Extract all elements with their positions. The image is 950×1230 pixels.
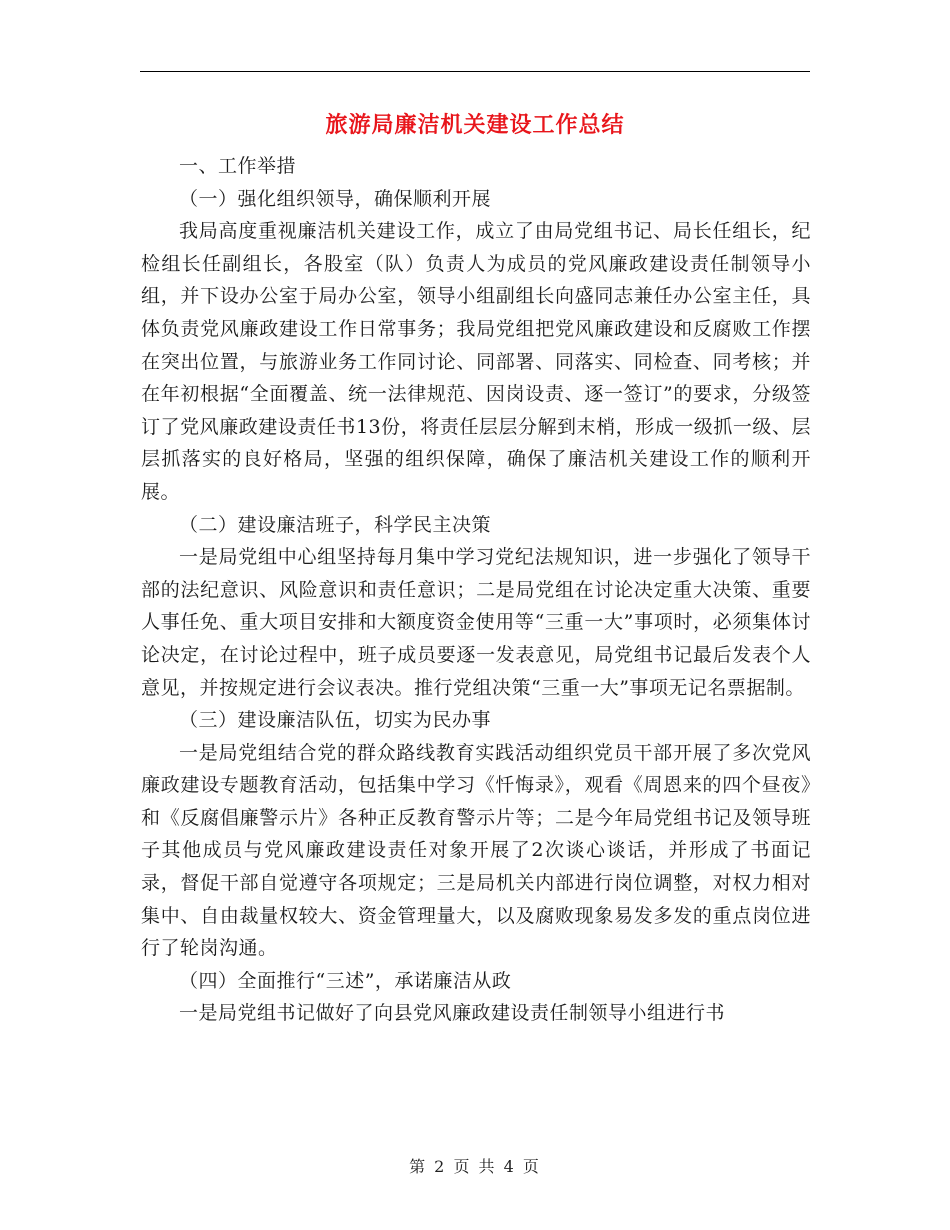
section-heading: 一、工作举措 [179, 155, 297, 177]
body-paragraph: 一是局党组中心组坚持每月集中学习党纪法规知识，进一步强化了领导干部的法纪意识、风险意识和责任意识；二是局党组在讨论决定重大决策、重要人事任免、重大项目安排和大额度资金使用等“三重一大”事项时，必须集体讨论决定，在讨论过程中，班子成员要逐一发表意见，局党组书记最后发表个人意见，并按规定进行会议表决。推行党组决策“三重一大”事项无记名票据制。 [141, 546, 811, 699]
body-paragraph: 一是局党组结合党的群众路线教育实践活动组织党员干部开展了多次党风廉政建设专题教育活动，包括集中学习《忏悔录》，观看《周恩来的四个昼夜》和《反腐倡廉警示片》各种正反教育警示片等；二是今年局党组书记及领导班子其他成员与党风廉政建设责任对象开展了2次谈心谈话，并形成了书面记录，督促干部自觉遵守各项规定；三是局机关内部进行岗位调整，对权力相对集中、自由裁量权较大、资金管理量大，以及腐败现象易发多发的重点岗位进行了轮岗沟通。 [141, 741, 811, 960]
subsection-heading: （三）建设廉洁队伍，切实为民办事 [179, 709, 492, 732]
subsection-heading: （一）强化组织领导，确保顺利开展 [179, 187, 492, 210]
subsection-heading: （二）建设廉洁班子，科学民主决策 [179, 513, 492, 536]
document-body [141, 150, 811, 1030]
body-paragraph: 一是局党组书记做好了向县党风廉政建设责任制领导小组进行书 [179, 1002, 726, 1025]
body-paragraph: 我局高度重视廉洁机关建设工作，成立了由局党组书记、局长任组长，纪检组长任副组长，各股室（队）负责人为成员的党风廉政建设责任制领导小组，并下设办公室于局办公室，领导小组副组长向盛同志兼任办公室主任，具体负责党风廉政建设工作日常事务；我局党组把党风廉政建设和反腐败工作摆在突出位置，与旅游业务工作同讨论、同部署、同落实、同检查、同考核；并在年初根据“全面覆盖、统一法律规范、因岗设责、逐一签订”的要求，分级签订了党风廉政建设责任书13份，将责任层层分解到末梢，形成一级抓一级、层层抓落实的良好格局，坚强的组织保障，确保了廉洁机关建设工作的顺利开展。 [141, 220, 811, 503]
header-rule [140, 71, 810, 72]
page-number: 第 2 页 共 4 页 [409, 1157, 541, 1176]
subsection-heading: （四）全面推行“三述”，承诺廉洁从政 [179, 969, 512, 992]
document-title: 旅游局廉洁机关建设工作总结 [325, 113, 625, 138]
